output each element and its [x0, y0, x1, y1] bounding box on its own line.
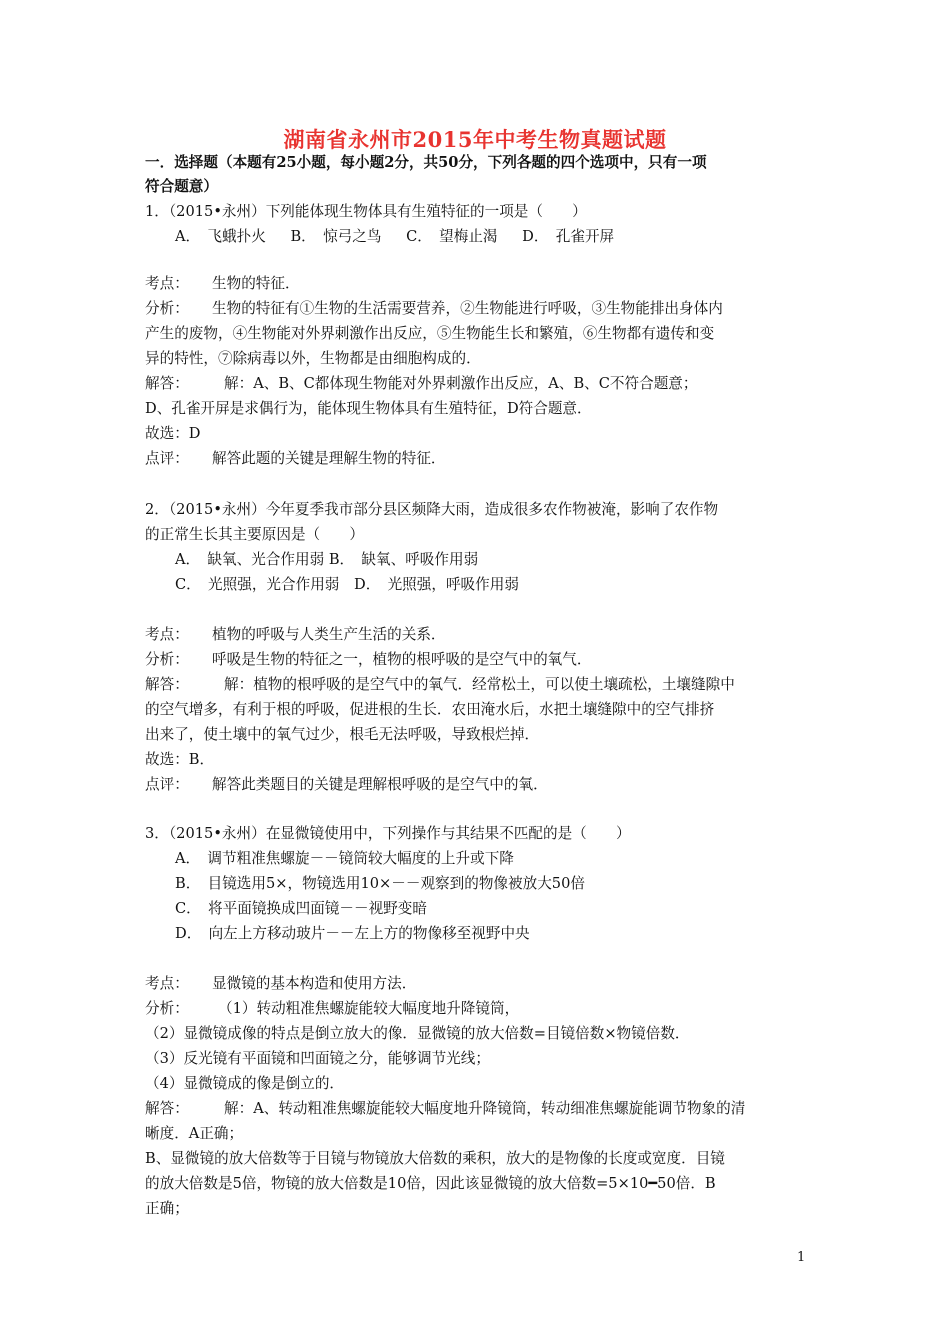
page-title: 湖南省永州市2015年中考生物真题试题: [283, 127, 667, 152]
label-fenxi: 分析：: [145, 1000, 189, 1017]
q1-option-a: A． 飞蛾扑火: [175, 228, 266, 245]
q2-fenxi: [145, 650, 810, 670]
q1-kaodian: [145, 274, 810, 294]
q1-options: [175, 227, 840, 247]
q3-fenxi: [145, 999, 810, 1019]
q3-jieda-text: 解：A、转动粗准焦螺旋能较大幅度地升降镜筒，转动细准焦螺旋能调节物象的清: [224, 1100, 746, 1117]
q2-options-ab: A． 缺氧、光合作用弱 B． 缺氧、呼吸作用弱: [175, 551, 479, 568]
q1-dianping: [145, 449, 810, 469]
q3-option-c: C． 将平面镜换成凹面镜－－视野变暗: [175, 900, 427, 917]
q1-option-c: C． 望梅止渴: [406, 228, 498, 245]
label-fenxi: 分析：: [145, 651, 189, 668]
q1-jieda-text: 解：A、B、C都体现生物能对外界刺激作出反应，A、B、C不符合题意；: [224, 375, 698, 392]
q2-options-cd: C． 光照强，光合作用弱 D． 光照强，呼吸作用弱: [175, 576, 519, 593]
q2-stem-line1: 2．（2015•永州）今年夏季我市部分县区频降大雨，造成很多农作物被淹，影响了农作物: [145, 501, 719, 518]
q2-dianping: [145, 775, 810, 795]
q1-fenxi-line2: 产生的废物，④生物能对外界刺激作出反应，⑤生物能生长和繁殖，⑥生物都有遗传和变: [145, 325, 715, 342]
q2-jieda-line2: 的空气增多，有利于根的呼吸，促进根的生长．农田淹水后，水把土壤缝隙中的空气排挤: [145, 701, 715, 718]
q3-jieda-line5: 正确；: [145, 1200, 189, 1217]
q2-jieda: [145, 675, 810, 695]
q2-answer: 故选：B．: [145, 751, 215, 768]
label-jieda: 解答：: [145, 1100, 189, 1117]
label-kaodian: 考点：: [145, 275, 189, 292]
q3-fenxi-line2: （2）显微镜成像的特点是倒立放大的像．显微镜的放大倍数=目镜倍数×物镜倍数．: [145, 1025, 690, 1042]
q1-fenxi: [145, 299, 810, 319]
q3-kaodian: [145, 974, 810, 994]
q1-option-d: D． 孔雀开屏: [522, 228, 615, 245]
q3-fenxi-text: （1）转动粗准焦螺旋能较大幅度地升降镜筒，: [218, 1000, 520, 1017]
q3-option-a: A． 调节粗准焦螺旋－－镜筒较大幅度的上升或下降: [175, 850, 514, 867]
label-kaodian: 考点：: [145, 975, 189, 992]
q2-dianping-text: 解答此类题目的关键是理解根呼吸的是空气中的氧．: [212, 776, 548, 793]
q1-jieda-line2: D、孔雀开屏是求偶行为，能体现生物体具有生殖特征，D符合题意．: [145, 400, 592, 417]
label-fenxi: 分析：: [145, 300, 189, 317]
q1-fenxi-line3: 异的特性，⑦除病毒以外，生物都是由细胞构成的．: [145, 350, 481, 367]
q1-stem: 1．（2015•永州）下列能体现生物体具有生殖特征的一项是（ ）: [145, 203, 587, 220]
q3-fenxi-line4: （4）显微镜成的像是倒立的．: [145, 1075, 345, 1092]
label-jieda: 解答：: [145, 676, 189, 693]
q3-stem: 3．（2015•永州）在显微镜使用中，下列操作与其结果不匹配的是（ ）: [145, 825, 631, 842]
page-number: 1: [797, 1250, 806, 1265]
label-jieda: 解答：: [145, 375, 189, 392]
label-dianping: 点评：: [145, 776, 189, 793]
q1-dianping-text: 解答此题的关键是理解生物的特征．: [212, 450, 446, 467]
q3-option-b: B． 目镜选用5×，物镜选用10×－－观察到的物像被放大50倍: [175, 875, 585, 892]
q1-option-b: B． 惊弓之鸟: [290, 228, 382, 245]
q2-jieda-text: 解：植物的根呼吸的是空气中的氧气．经常松土，可以使土壤疏松，土壤缝隙中: [224, 676, 735, 693]
q2-stem-line2: 的正常生长其主要原因是（ ）: [145, 526, 364, 543]
label-dianping: 点评：: [145, 450, 189, 467]
label-kaodian: 考点：: [145, 626, 189, 643]
q3-option-d: D． 向左上方移动玻片－－左上方的物像移至视野中央: [175, 925, 530, 942]
q3-jieda: [145, 1099, 810, 1119]
q2-jieda-line3: 出来了，使土壤中的氧气过少，根毛无法呼吸，导致根烂掉．: [145, 726, 540, 743]
q1-answer: 故选：D: [145, 425, 201, 442]
q3-fenxi-line3: （3）反光镜有平面镜和凹面镜之分，能够调节光线；: [145, 1050, 490, 1067]
q3-kaodian-text: 显微镜的基本构造和使用方法．: [212, 975, 417, 992]
section-heading-line1: 一．选择题（本题有25小题，每小题2分，共50分，下列各题的四个选项中，只有一项: [145, 154, 707, 171]
q1-jieda: [145, 374, 810, 394]
q2-kaodian-text: 植物的呼吸与人类生产生活的关系．: [212, 626, 446, 643]
q3-jieda-line2: 晰度．A正确；: [145, 1125, 244, 1142]
section-heading-line2: 符合题意）: [145, 178, 218, 195]
q2-fenxi-text: 呼吸是生物的特征之一，植物的根呼吸的是空气中的氧气．: [212, 651, 592, 668]
q1-kaodian-text: 生物的特征．: [212, 275, 300, 292]
q1-fenxi-text: 生物的特征有①生物的生活需要营养，②生物能进行呼吸，③生物能排出身体内: [212, 300, 723, 317]
q2-kaodian: [145, 625, 810, 645]
q3-jieda-line3: B、显微镜的放大倍数等于目镜与物镜放大倍数的乘积，放大的是物像的长度或宽度．目镜: [145, 1150, 725, 1167]
q3-jieda-line4: 的放大倍数是5倍，物镜的放大倍数是10倍，因此该显微镜的放大倍数=5×10━50倍．B: [145, 1175, 716, 1192]
